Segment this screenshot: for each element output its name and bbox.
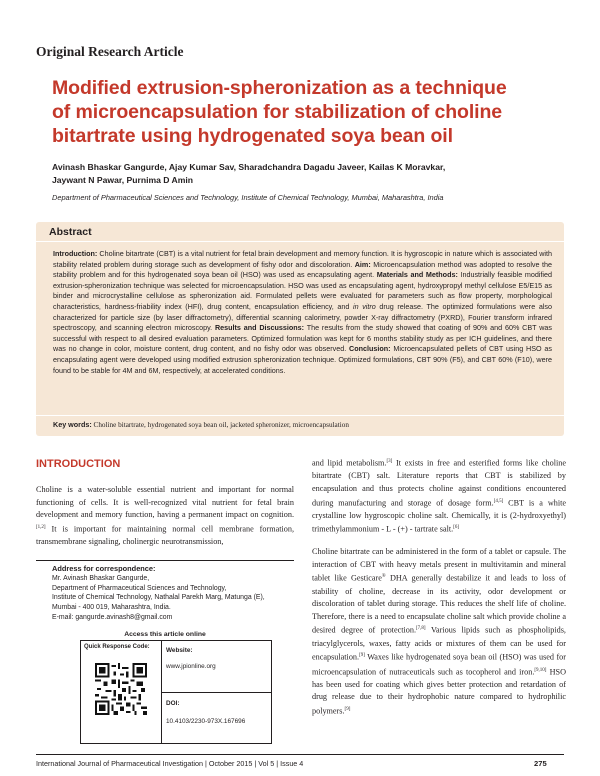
access-divider [161,692,272,693]
correspondence-line: Mumbai - 400 019, Maharashtra, India. [52,604,171,612]
abstract-aim-text: Microencapsulation method was adopted to resolve the stability problem and for this hydrogenated soya bean oil (HSO) was used as encapsulating agent. [53,259,552,280]
intro-text: HSO has been used for coating which gives better protection and retardation of drug release due to their hydrophobic nature compared to hydrophilic polymers. [312,667,567,716]
intro-text: CBT is a white crystalline low hygroscopic choline salt. Chemically, it is (2-hydroxyethyl) trimethylammonium - L - (+) - tartrate salt. [312,498,567,535]
website-label: Website: [166,647,193,654]
intro-text: Waxes like hydrogenated soya bean oil (HSO) was used for microencapsulation of nutraceuticals such as tocopherol and iron. [312,652,566,677]
keywords-divider [36,415,564,416]
qr-label: Quick Response Code: [84,644,150,650]
citation-ref[interactable]: [6] [453,525,460,531]
correspondence-email[interactable]: E-mail: gangurde.avinash8@gmail.com [52,613,173,621]
citation-ref[interactable]: [9,10] [534,667,547,673]
correspondence-line: Institute of Chemical Technology, Nathalal Parekh Marg, Matunga (E), [52,594,265,602]
affiliation: Department of Pharmaceutical Sciences and Technology, Institute of Chemical Technology, Mumbai, Maharashtra, India [52,193,444,202]
citation-ref[interactable]: [4,5] [493,498,504,504]
abstract-methods-text-2: drug release. The optimized formulations were also characterized for particle size (by laser diffractometry), differential scanning calorimetry, powder X-ray diffractometry (PXRD), Fourier transform infrared spectroscopy, and scanning electron microscopy. [53,301,553,333]
access-title: Access this article online [124,631,206,638]
author-line: Avinash Bhaskar Gangurde, Ajay Kumar Sav, Sharadchandra Dagadu Javeer, Kailas K Moravkar, [52,162,446,172]
intro-right-paragraph-1 [312,456,566,537]
intro-left-paragraph [36,484,294,549]
abstract-conclusion-label: Conclusion: [349,344,391,354]
author-line: Jaywant N Pawar, Purnima D Amin [52,174,194,185]
intro-text: DHA generally destabilize it and leads to loss of stability of choline, decrease in its activity, odor development or discoloration of tablet during storage. This reduces the shelf life of choline. Therefore, there is a need to encapsulate choline salt which provide choline a desired degree of protection. [312,573,566,636]
journal-footer: International Journal of Pharmaceutical Investigation | October 2015 | Vol 5 | Issue 4 [36,759,304,768]
correspondence-line: Department of Pharmaceutical Sciences and Technology, [52,584,227,592]
abstract-intro-text: Choline bitartrate (CBT) is a vital nutrient for fetal brain development and memory function. It is hygroscopic in nature which is associated with stability related problem during storage such as development of fishy odor and discoloration. [53,249,552,269]
citation-ref[interactable]: [9] [359,653,365,659]
intro-text: and lipid metabolism. [312,458,387,468]
abstract-methods-text: Industrially feasible modified extrusion-spheronization technique was selected for microencapsulation. HSO was used as encapsulating agent, hydroxypropyl methyl cellulose E5/E15 as binder and microcrystalline cellulose as spheronization aid. Formulated pellets were evaluated for parameters such as flow property, morphological characteristics, hardness-friability index (HFI), drug content, encapsulation efficiency, and [53,270,553,311]
abstract-methods-italic: in vitro [352,301,376,311]
website-link[interactable]: www.jpionline.org [166,663,216,670]
footer-divider [36,754,564,755]
qr-code-icon[interactable] [95,663,147,715]
intro-text: Choline bitartrate can be administered in the form of a tablet or capsule. The interaction of CBT with heavy metals present in multivitamin and mineral tablet like Gesticare [312,547,566,583]
doi-label: DOI: [166,700,180,707]
abstract-results-label: Results and Discussions: [214,323,305,333]
keywords-text: Choline bitartrate, hydrogenated soya bean oil, jacketed spheronizer, microencapsulation [91,421,349,429]
introduction-heading: INTRODUCTION [36,458,121,470]
abstract-conclusion-text: Microencapsulated pellets of CBT using HSO as encapsulating agent were developed using modified extrusion spheronization technique. Optimized formulations, CBT 90% (F5), and CBT 60% (F10), were found to be stable for 4M and 6M, respectively, at accelerated conditions. [53,344,552,375]
title-line: bitartrate using hydrogenated soya bean oil [52,125,453,147]
page-number: 275 [534,759,547,768]
citation-ref[interactable]: [1,2] [36,524,46,530]
keywords [53,420,553,429]
abstract-aim-label: Aim: [354,259,371,269]
intro-right-paragraph-2 [312,546,566,718]
abstract-intro-label: Introduction: [53,249,98,258]
abstract-box [36,222,564,436]
intro-text: Choline is a water-soluble essential nutrient and important for normal functioning of cells. It is well-recognized vital nutrient for fetal brain development and memory function, having a permanent impact on cognition. [36,485,294,520]
citation-ref[interactable]: [9] [344,707,351,713]
keywords-label: Key words: [53,420,92,429]
access-box [80,640,272,744]
correspondence-block [52,564,292,623]
abstract-text [53,249,552,376]
correspondence-line: Mr. Avinash Bhaskar Gangurde, [52,574,150,582]
title-line: Modified extrusion-spheronization as a technique [52,77,507,99]
correspondence-divider [36,560,294,561]
abstract-results-text: The results from the study showed that coating of 90% and 60% CBT was successful with respect to all desired evaluation parameters. Optimized formulation was kept for 6 months stability study as per ICH guidelines, and there was no change in color, moisture content, drug content, and no fishy odor was observed. [53,323,552,354]
registered-mark: ® [381,574,386,580]
doi-link[interactable]: 10.4103/2230-973X.167696 [166,718,246,725]
correspondence-heading: Address for correspondence: [52,564,156,573]
intro-text: It is important for maintaining normal cell membrane formation, transmembrane signaling, cholinergic neurotransmission, [36,524,294,547]
article-title [52,76,552,148]
citation-ref[interactable]: [3] [386,459,393,464]
author-list [52,161,572,186]
abstract-methods-label: Materials and Methods: [376,270,458,280]
intro-text: It exists in free and esterified forms like choline bitartrate (CBT) salt. Literature reports that CBT is stabilized by encapsulation and thus protects choline against conditions encountered during manufacturing and storage of dosage form. [312,458,566,508]
title-line: of microencapsulation for stabilization of choline [52,101,503,123]
article-type-label: Original Research Article [36,44,184,59]
abstract-heading: Abstract [36,222,564,242]
intro-text: Various lipids such as phospholipids, triacylglycerols, waxes, fatty acids or mixtures of them can be used for encapsulation. [312,626,566,662]
citation-ref[interactable]: [7,8] [416,626,426,632]
